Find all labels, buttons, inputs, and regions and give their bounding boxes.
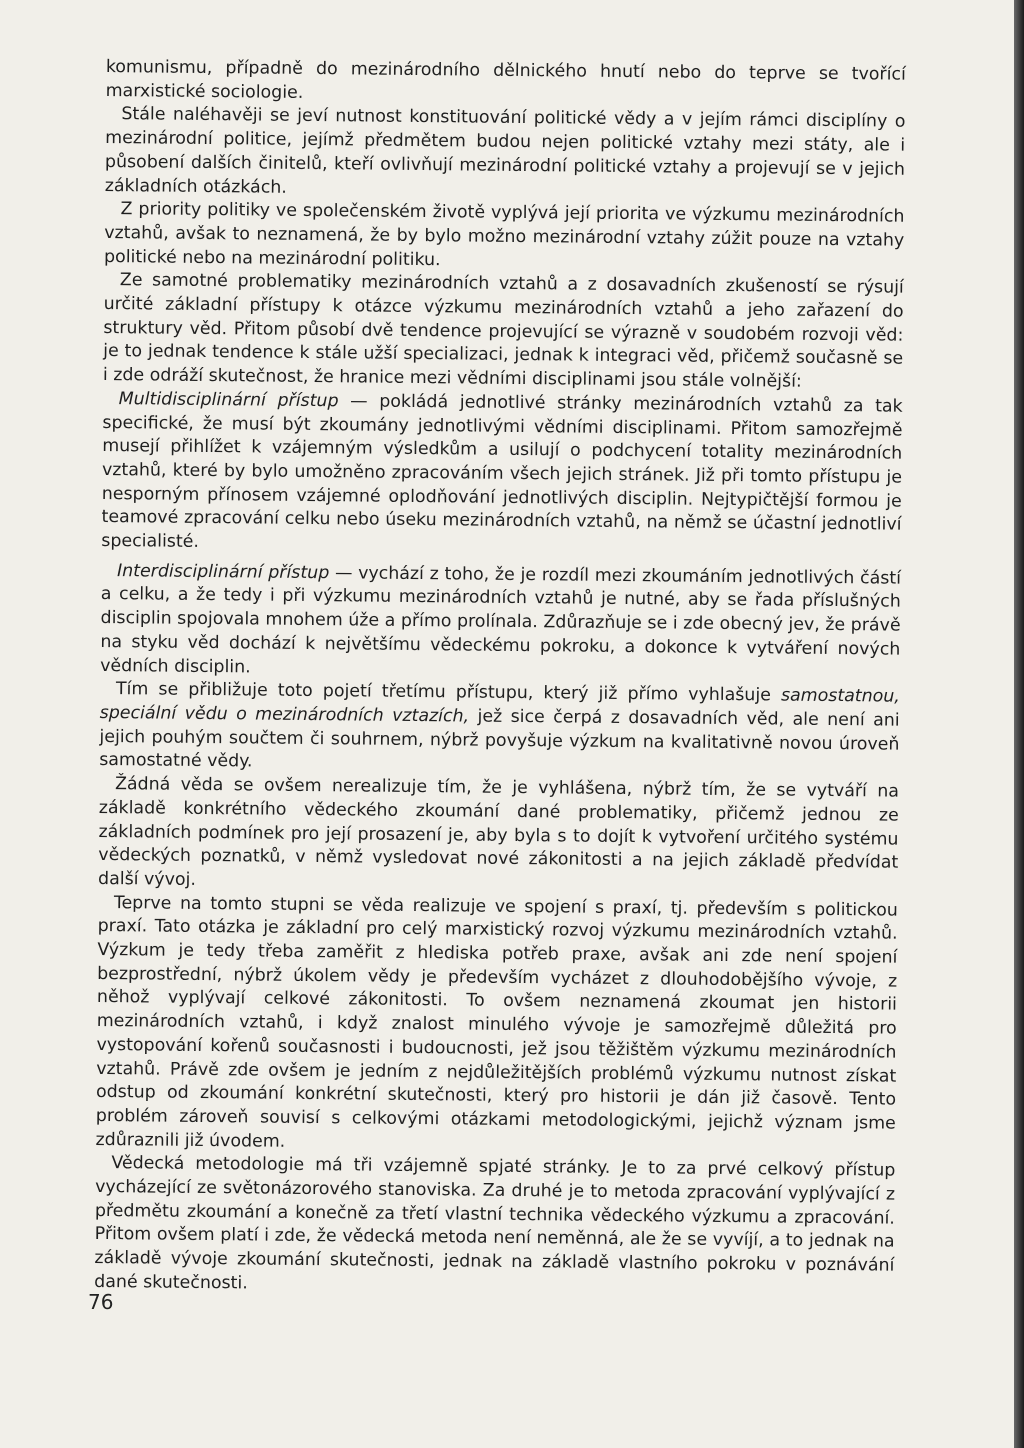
paragraph-7-pre: Tím se přibližuje toto pojetí třetímu přístupu, který již přímo vyhlašuje bbox=[115, 679, 782, 706]
multidisciplinary-term: Multidisciplinární přístup bbox=[118, 388, 339, 412]
paragraph-9: Teprve na tomto stupni se věda realizuje ve spojení s praxí, tj. především s politickou praxí. Tato otázka je základní pro celý marxistický rozvoj výzkumu mezinárodních vztahů. Výzkum je tedy třeba zaměřit z hlediska potřeb praxe, avšak ani zde není spojení bezprostřední, nýbrž úkolem vědy je především vycházet z dlouhodobějšího vývoje, z něhož vyplývají celkové zákonitosti. To ovšem neznamená zkoumat jen historii mezinárodních vztahů, i když znalost minulého vývoje je samozřejmě důležitá pro vystopování kořenů současnosti i budoucnosti, jež jsou těžištěm výzkumu mezinárodních vztahů. Právě zde ovšem je jedním z nejdůležitějších problémů výzkumu nutnost získat odstup od zkoumání konkrétní skutečnosti, který pro historii je dán již časově. Tento problém zároveň souvisí s celkovými otázkami metodologickými, jejichž význam jsme zdůraznili již úvodem. bbox=[95, 892, 898, 1152]
paragraph-6 bbox=[100, 560, 901, 686]
paragraph-7 bbox=[99, 678, 900, 780]
paragraph-1: komunismu, případně do mezinárodního dělnického hnutí nebo do teprve se tvořící marxistické sociologie. bbox=[105, 56, 906, 103]
paragraph-5 bbox=[101, 388, 903, 562]
paragraph-10: Vědecká metodologie má tři vzájemně spjaté stránky. Je to za prvé celkový přístup vycházející ze světonázorového stanoviska. Za druhé je to metoda zpracování vyplývající z předmětu zkoumání a konečně za třetí vlastní technika vědeckého výzkumu a zpracování. Přitom ovšem platí i zde, že vědecká metoda není neměnná, ale že se vyvíjí, a to jednak na základě vývoje zkoumání skutečnosti, jednak na základě vlastního pokroku v poznávání dané skutečnosti. bbox=[94, 1153, 896, 1294]
paragraph-6-text: — vychází z toho, že je rozdíl mezi zkoumáním jednotlivých částí a celku, a že tedy i při výzkumu mezinárodních vztahů je nutné, aby se řada příslušných disciplin spojovala mnohem úže a přímo prolínala. Zdůrazňuje se i zde obecný jev, že právě na styku věd dochází k největšímu vědeckému pokroku, a dokonce k vytváření nových vědních disciplin. bbox=[100, 562, 902, 677]
paragraph-2: Stále naléhavěji se jeví nutnost konstituování politické vědy a v jejím rámci disciplíny o mezinárodní politice, jejímž předmětem budou nejen politické vztahy mezi státy, ale i působení dalších činitelů, kteří ovlivňují mezinárodní politické vztahy a projevují se v jejich základních otázkách. bbox=[104, 104, 906, 198]
paragraph-7-text: jež sice čerpá z dosavadních věd, ale není ani jejich pouhým součtem či souhrnem, nýbrž povyšuje výzkum na kvalitativně novou úroveň samostatné vědy. bbox=[99, 706, 900, 772]
page-body bbox=[94, 56, 906, 1302]
independent-science-term: samostatnou, speciální vědu o mezinárodních vztazích, bbox=[99, 685, 900, 727]
paragraph-8: Žádná věda se ovšem nerealizuje tím, že je vyhlášena, nýbrž tím, že se vytváří na základě konkrétního vědeckého zkoumání dané problematiky, přičemž jednou ze základních podmínek pro její prosazení je, aby byla s to dojít k vytvoření určitého systému vědeckých poznatků, v němž vysledovat nové zákonitosti a na jejich základě předvídat další vývoj. bbox=[98, 774, 900, 890]
paragraph-4: Ze samotné problematiky mezinárodních vztahů a z dosavadních zkušeností se rýsují určité základní přístupy k otázce výzkumu mezinárodních vztahů a jeho zařazení do struktury věd. Přitom působí dvě tendence projevující se výrazně v soudobém rozvoji věd: je to jednak tendence k stále užší specializaci, jednak k integraci věd, přičemž současně se i zde odráží skutečnost, že hranice mezi vědními disciplinami jsou stále volnější: bbox=[102, 270, 904, 392]
interdisciplinary-term: Interdisciplinární přístup bbox=[116, 560, 330, 583]
paragraph-3: Z priority politiky ve společenském životě vyplývá její priorita ve výzkumu mezinárodních vztahů, avšak to neznamená, že by bylo možno mezinárodní vztahy zúžit pouze na vztahy politické nebo na mezinárodní politiku. bbox=[103, 199, 905, 270]
page-number: 76 bbox=[88, 1290, 114, 1314]
paragraph-5-text: — pokládá jednotlivé stránky mezinárodních vztahů za tak specifické, že musí být zkoumány jednotlivými vědními disciplinami. Přitom samozřejmě musejí přihlížet k vzájemným výsledkům a usilují o podchycení totality mezinárodních vztahů, které by bylo umožněno zpracováním všech jejich stránek. Již při tomto přístupu je nesporným přínosem vzájemné oplodňování jednotlivých disciplin. Nejtypičtější formou je teamové zpracování celku nebo úseku mezinárodních vztahů, na němž se účastní jednotliví specialisté. bbox=[101, 391, 903, 552]
scan-edge bbox=[1014, 0, 1024, 1448]
